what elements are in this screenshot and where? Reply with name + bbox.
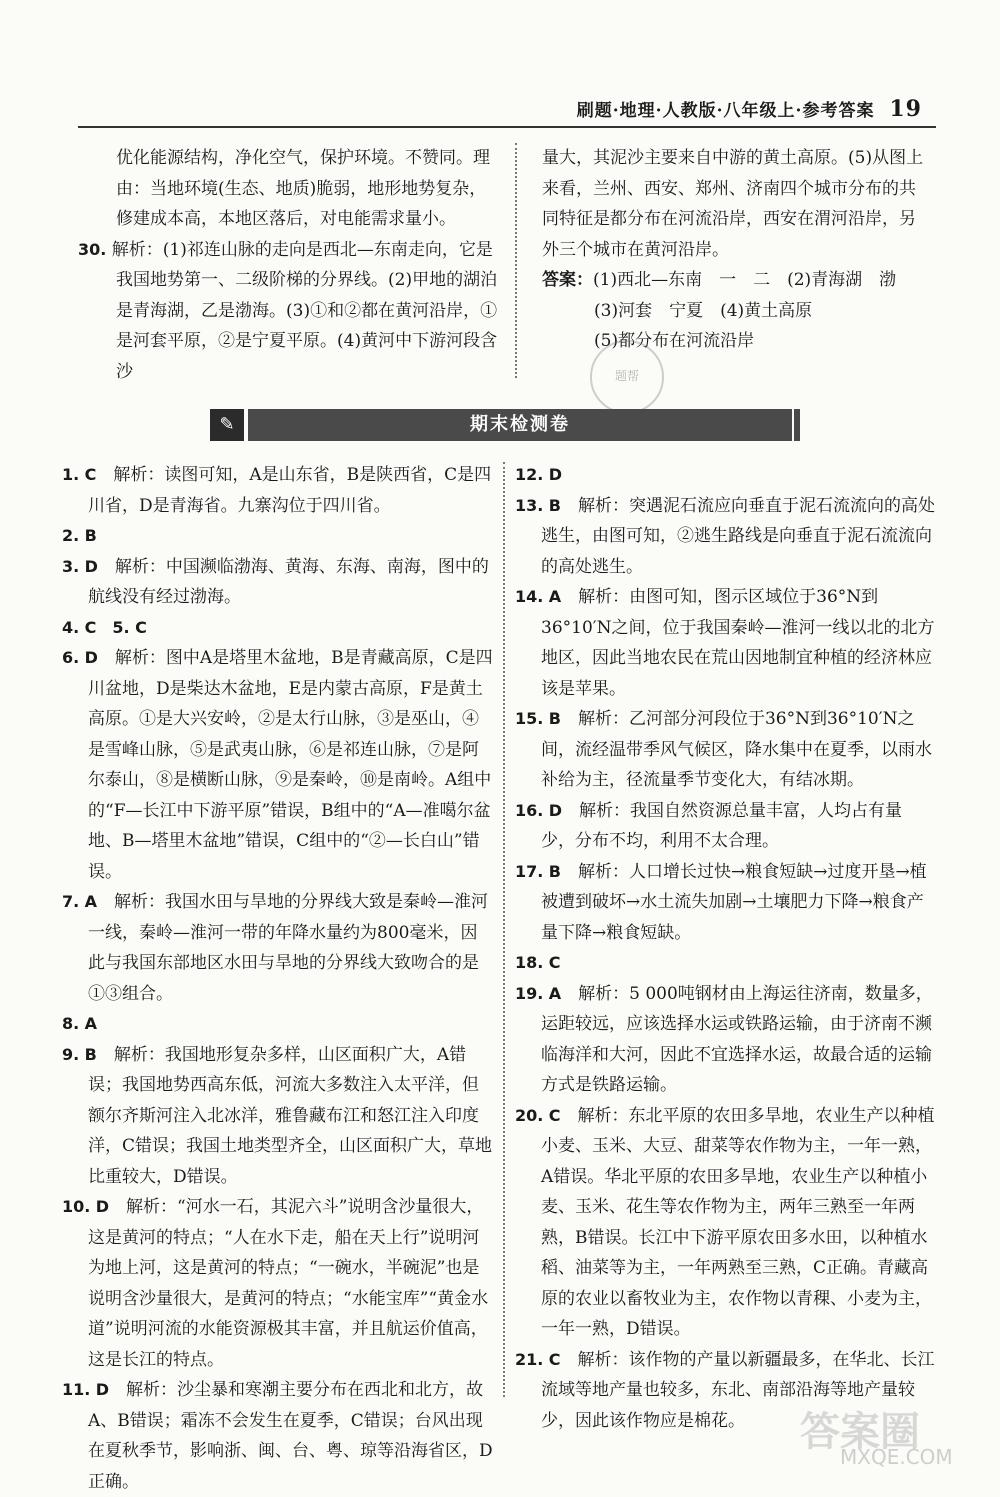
question-body (62, 1192, 494, 1375)
question-number: 7. (62, 892, 80, 911)
page-header (577, 96, 922, 122)
banner-tail (794, 409, 800, 441)
watermark-logo: 答案圈 (800, 1409, 920, 1455)
q30-answer (542, 265, 932, 357)
question-body (62, 613, 494, 644)
question-item (62, 1375, 494, 1497)
section-banner (210, 409, 800, 441)
answer-line-2: (3)河套 宁夏 (4)黄土高原 (594, 300, 813, 321)
question-item (515, 460, 935, 491)
question-explanation: 解析：5 000吨钢材由上海运往济南，数量多，运距较远，应该选择水运或铁路运输，由于济南不濒临海洋和大河，因此不宜选择水运，故最合适的运输方式是铁路运输。 (541, 983, 933, 1095)
question-item (515, 796, 935, 857)
question-item (62, 643, 494, 887)
question-item (62, 521, 494, 552)
question-answer: C (548, 1349, 561, 1369)
question-body (62, 1375, 494, 1497)
bottom-left-column (62, 460, 494, 1497)
question-body (515, 1101, 935, 1345)
question-answer: B (548, 495, 561, 515)
answer-line-1: (1)西北—东南 一 二 (2)青海湖 渤 (593, 270, 897, 290)
section-title: 期末检测卷 (248, 409, 792, 441)
question-number: 1. (62, 465, 80, 484)
question-item (62, 1040, 494, 1193)
question-explanation: 解析：人口增长过快→粮食短缺→过度开垦→植被遭到破坏→水土流失加剧→土壤肥力下降→粮食产量下降→粮食短缺。 (541, 861, 927, 943)
question-number: 21. (515, 1349, 544, 1369)
question-body (62, 552, 494, 613)
bottom-right-column (515, 460, 935, 1436)
answer-label: 答案： (542, 270, 593, 290)
question-answer: A (548, 587, 562, 606)
question-body (515, 948, 935, 979)
question-number: 14. (515, 587, 544, 606)
question-number: 15. (515, 709, 544, 728)
question-answer: C (548, 953, 561, 972)
question-body (515, 796, 935, 857)
question-item (62, 552, 494, 613)
question-body (515, 979, 935, 1101)
question-item (515, 704, 935, 796)
question-body (62, 521, 494, 552)
question-answer: D (548, 465, 563, 484)
question-explanation: 解析：中国濒临渤海、黄海、东海、南海，图中的航线没有经过渤海。 (88, 556, 489, 607)
question-number: 3. (62, 556, 80, 576)
question-item (62, 887, 494, 1009)
question-number: 13. (515, 495, 544, 515)
question-answer: C (548, 1105, 561, 1125)
question-item (515, 491, 935, 583)
question-item (515, 857, 935, 949)
question-body (62, 1009, 494, 1040)
q30-continued-text: 量大，其泥沙主要来自中游的黄土高原。(5)从图上来看，兰州、西安、郑州、济南四个城市分布的共同特征是都分布在河流沿岸，西安在渭河沿岸，另外三个城市在黄河沿岸。 (542, 148, 924, 260)
question-item (62, 613, 494, 644)
question-item (62, 1009, 494, 1040)
column-divider-top (515, 143, 517, 378)
column-divider-bottom (503, 462, 505, 1397)
top-right-column (542, 143, 932, 357)
answer-line-3: (5)都分布在河流沿岸 (594, 331, 755, 351)
page-number: 19 (889, 96, 922, 122)
question-body (515, 582, 935, 704)
question-body (515, 460, 935, 491)
question-body (62, 887, 494, 1009)
question-answer: D (84, 648, 98, 667)
question-number: 18. (515, 953, 544, 972)
header-title: 刷题·地理·人教版·八年级上·参考答案 (576, 101, 875, 121)
question-item (515, 1101, 935, 1345)
question-item (515, 979, 935, 1101)
question-item (515, 948, 935, 979)
q30-text: 解析：(1)祁连山脉的走向是西北—东南走向，它是我国地势第一、二级阶梯的分界线。(2)甲地的湖泊是青海湖，乙是渤海。(3)①和②都在黄河沿岸，①是河套平原，②是宁夏平原。(4)黄河中下游河段含沙 (111, 239, 498, 382)
question-number: 4. (62, 617, 80, 637)
question-answer: B (548, 709, 561, 728)
question-explanation: 解析：图中A是塔里木盆地，B是青藏高原，C是四川盆地，D是柴达木盆地，E是内蒙古高原，F是黄土高原。①是大兴安岭，②是太行山脉，③是巫山，④是雪峰山脉，⑤是武夷山脉，⑥是祁连山脉，⑦是阿尔泰山，⑧是横断山脉，⑨是秦岭，⑩是南岭。A组中的“F—长江中下游平原”错误，B组中的“A—准噶尔盆地、B—塔里木盆地”错误，C组中的“②—长白山”错误。 (88, 648, 493, 882)
question-answer: A (548, 983, 562, 1003)
question-explanation: 解析：读图可知，A是山东省，B是陕西省，C是四川省，D是青海省。九寨沟位于四川省。 (88, 465, 492, 516)
question-explanation: 解析：突遇泥石流应向垂直于泥石流流向的高处逃生，由图可知，②逃生路线是向垂直于泥石流流向的高处逃生。 (541, 495, 935, 577)
stamp-seal: 题帮 (590, 340, 664, 414)
question-item (62, 1192, 494, 1375)
question-item (515, 582, 935, 704)
question-number: 20. (515, 1105, 544, 1125)
question-answer: B (84, 526, 97, 545)
question-answer: A (84, 892, 98, 911)
question-item (62, 460, 494, 521)
question-body (62, 643, 494, 887)
question-explanation: 解析：我国自然资源总量丰富，人均占有量少，分布不均，利用不太合理。 (541, 800, 903, 851)
question-answer: D (95, 1197, 110, 1216)
question-body (515, 491, 935, 583)
question-explanation: 解析：我国地形复杂多样，山区面积广大，A错误；我国地势西高东低，河流大多数注入太平洋，但额尔齐斯河注入北冰洋，雅鲁藏布江和怒江注入印度洋，C错误；我国土地类型齐全，山区面积广大，草地比重较大，D错误。 (88, 1044, 493, 1187)
top-left-column (78, 143, 498, 387)
question-explanation: 解析：沙尘暴和寒潮主要分布在西北和北方，故A、B错误；霜冻不会发生在夏季，C错误；台风出现在夏秋季节，影响浙、闽、台、粤、琼等沿海省区，D正确。 (88, 1380, 493, 1492)
question-answer: C 5. C (84, 617, 147, 637)
question-answer: A (84, 1014, 98, 1033)
question-body (62, 460, 494, 521)
question-number: 10. (62, 1197, 91, 1216)
question-answer: D (548, 800, 563, 820)
question-number: 6. (62, 648, 80, 667)
q29-continued-text: 优化能源结构，净化空气，保护环境。不赞同。理由：当地环境(生态、地质)脆弱，地形地势复杂，修建成本高，本地区落后，对电能需求量小。 (116, 148, 490, 229)
q30-number: 30. (78, 239, 107, 259)
question-number: 12. (515, 465, 544, 484)
question-body (515, 704, 935, 796)
question-explanation: 解析：“河水一石，其泥六斗”说明含沙量很大，这是黄河的特点；“人在水下走，船在天上行”说明河为地上河，这是黄河的特点；“一碗水，半碗泥”也是说明含沙量很大，是黄河的特点；“水能宝库”“黄金水道”说明河流的水能资源极其丰富，并且航运价值高，这是长江的特点。 (88, 1197, 489, 1370)
question-explanation: 解析：东北平原的农田多旱地，农业生产以种植小麦、玉米、大豆、甜菜等农作物为主，一年一熟，A错误。华北平原的农田多旱地，农业生产以种植小麦、玉米、花生等农作物为主，两年三熟至一年两熟，B错误。长江中下游平原农田多水田，以种植水稻、油菜等为主，一年两熟至三熟，C正确。青藏高原的农业以畜牧业为主，农作物以青稞、小麦为主，一年一熟，D错误。 (541, 1105, 935, 1339)
question-number: 17. (515, 861, 544, 881)
question-number: 11. (62, 1380, 91, 1399)
question-answer: B (548, 861, 561, 881)
question-number: 2. (62, 526, 80, 545)
question-body (515, 857, 935, 949)
question-number: 9. (62, 1044, 80, 1064)
book-icon: ✎ (210, 409, 244, 441)
question-answer: B (84, 1044, 97, 1064)
question-answer: C (84, 465, 97, 484)
question-number: 8. (62, 1014, 80, 1033)
header-rule (78, 126, 936, 128)
q30-item (78, 235, 498, 388)
question-answer: D (95, 1380, 110, 1399)
question-number: 19. (515, 983, 544, 1003)
question-explanation: 解析：乙河部分河段位于36°N到36°10′N之间，流经温带季风气候区，降水集中在夏季，以雨水补给为主，径流量季节变化大，有结冰期。 (541, 709, 932, 790)
question-answer: D (84, 556, 98, 576)
question-explanation: 解析：由图可知，图示区域位于36°N到36°10′N之间，位于我国秦岭—淮河一线以北的北方地区，因此当地农民在荒山因地制宜种植的经济林应该是苹果。 (541, 587, 935, 699)
watermark-url: MXQE.COM (840, 1445, 953, 1469)
question-body (62, 1040, 494, 1193)
question-number: 16. (515, 800, 544, 820)
question-explanation: 解析：我国水田与旱地的分界线大致是秦岭—淮河一线，秦岭—淮河一带的年降水量约为800毫米，因此与我国东部地区水田与旱地的分界线大致吻合的是①③组合。 (88, 892, 489, 1004)
question-explanation: 解析：该作物的产量以新疆最多，在华北、长江流域等地产量也较多，东北、南部沿海等地产量较少，因此该作物应是棉花。 (541, 1349, 935, 1431)
